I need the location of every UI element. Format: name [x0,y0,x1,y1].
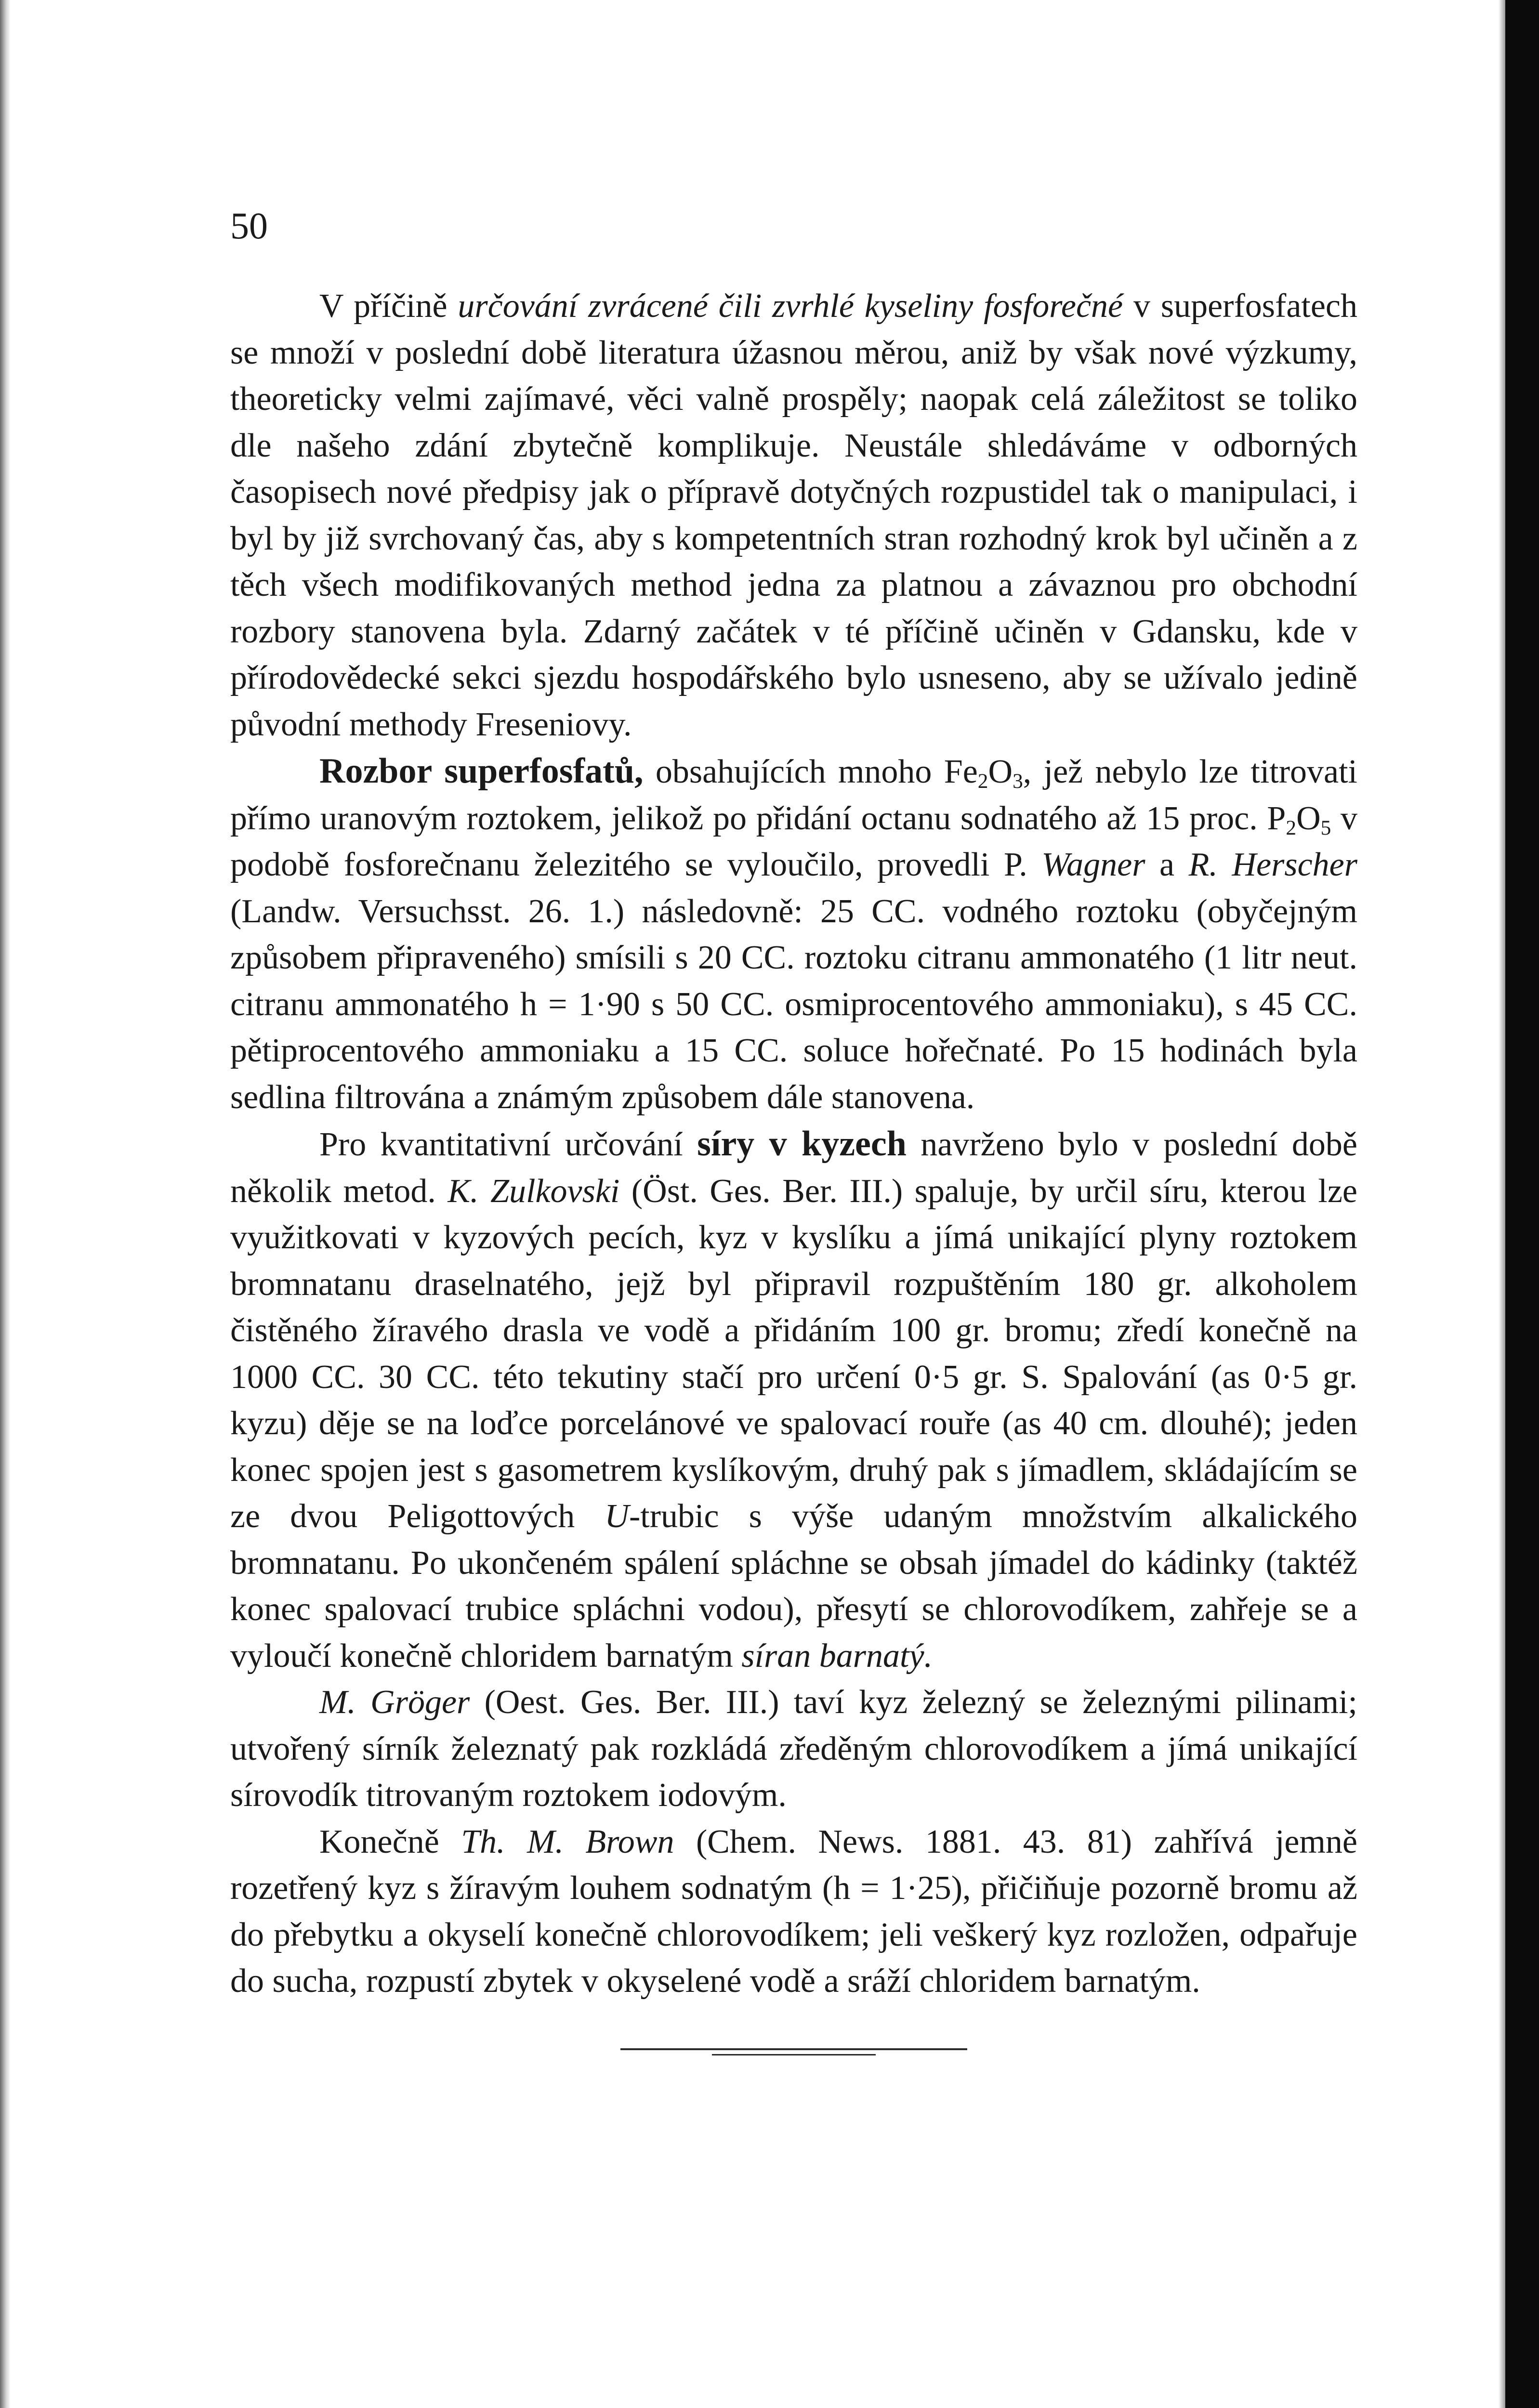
end-rule-short [712,2054,876,2055]
p2-sub-2: 3 [1013,769,1023,793]
p3-italic-u: U [605,1498,629,1535]
p1-text-c: v superfosfatech se množí v poslední době literatura úžasnou měrou, aniž by však nové výzkumy, theoreticky velmi zajímavé, věci valně prospěly; naopak celá záležitost se toliko dle našeho zdání zbytečně komplikuje. Neustále shledáváme v odborných časopisech nové předpisy jak o přípravě dotyčných rozpustidel tak o manipulaci, i byl by již svrchovaný čas, aby s kompetentních stran rozhodný krok byl učiněn a z těch všech modifikovaných method jedna za platnou a závaznou pro obchodní rozbory stanovena byla. Zdarný začátek v té příčině učiněn v Gdansku, kde v přírodovědecké sekci sjezdu hospodářského bylo usneseno, aby se užívalo jedině původní methody Freseniovy. [230,288,1357,743]
p4-author: M. Gröger [319,1684,470,1721]
p2-author-2: R. Herscher [1188,846,1357,883]
page-body [230,283,1357,2005]
scan-edge-right [1505,0,1539,2408]
p2-text-d: O [1296,799,1321,837]
paragraph-4 [230,1679,1357,1819]
p5-text-a: Konečně [319,1823,461,1860]
p2-text-g: (Landw. Versuchsst. 26. 1.) následovně: 25 CC. vodného roztoku (obyčejným způsobem připraveného) smísili s 20 CC. roztoku citranu ammonatého (1 litr neut. citranu ammonatého h = 1·90 s 50 CC. osmiprocentového ammoniaku), s 45 CC. pětiprocentového ammoniaku a 15 CC. soluce hořečnaté. Po 15 hodinách byla sedlina filtrována a známým způsobem dále stanovena. [230,892,1357,1116]
p1-text-a: V příčině [319,288,458,325]
p3-italic-end: síran barnatý. [741,1637,933,1675]
p2-sub-3: 2 [1286,816,1297,839]
p4-text-a: (Oest. Ges. Ber. III.) taví kyz železný se železnými pilinami; utvořený sírník železnatý pak rozkládá zředěným chlorovodíkem a jímá unikající sírovodík titrovaným roztokem iodovým. [230,1684,1357,1814]
p3-bold-term: síry v kyzech [697,1124,907,1164]
p2-bold-heading: Rozbor superfosfatů, [319,751,644,791]
p2-text-e: v podobě fosforečnanu železitého se vyloučilo, provedli P. [230,799,1357,883]
p5-author: Th. M. Brown [461,1823,674,1860]
paragraph-1 [230,283,1357,748]
paragraph-3 [230,1121,1357,1679]
p2-author-1: Wagner [1041,846,1145,883]
p2-text-b: O [988,753,1013,790]
p3-author: K. Zulkovski [447,1172,620,1210]
end-rule-long [620,2048,967,2050]
paragraph-2 [230,748,1357,1121]
p3-text-c: (Öst. Ges. Ber. III.) spaluje, by určil síru, kterou lze využitkovati v kyzových pecích, kyz v kyslíku a jímá unikající plyny roztokem bromnatanu draselnatého, jejž byl připravil rozpuštěním 180 gr. alkoholem čistěného žíravého drasla ve vodě a přidáním 100 gr. bromu; zředí konečně na 1000 CC. 30 CC. této tekutiny stačí pro určení 0·5 gr. S. Spalování (as 0·5 gr. kyzu) děje se na loďce porcelánové ve spalovací rouře (as 40 cm. dlouhé); jeden konec spojen jest s gasometrem kyslíkovým, druhý pak s jímadlem, skládajícím se ze dvou Peligottových [230,1172,1357,1535]
paragraph-5 [230,1819,1357,2005]
scan-edge-left [0,0,11,2408]
p1-italic-term: určování zvrácené čili zvrhlé kyseliny fosforečné [458,288,1123,325]
p3-text-a: Pro kvantitativní určování [319,1126,697,1163]
p2-sub-1: 2 [977,769,988,793]
scan-edge-right-shade [1499,0,1505,2408]
p2-text-c: , jež nebylo lze titrovati přímo uranovým roztokem, jelikož po přidání octanu sodnatého až 15 proc. P [230,753,1357,837]
p2-text-f: a [1145,846,1189,883]
p2-sub-4: 5 [1320,816,1331,839]
p3-text-d: -trubic s výše udaným množstvím alkalického bromnatanu. Po ukončeném spálení spláchne se obsah jímadel do kádinky (taktéž konec spalovací trubice spláchni vodou), přesytí se chlorovodíkem, zahřeje se a vyloučí konečně chloridem barnatým [230,1498,1357,1675]
p5-text-b: (Chem. News. 1881. 43. 81) zahřívá jemně rozetřený kyz s žíravým louhem sodnatým (h = 1·25), přičiňuje pozorně bromu až do přebytku a okyselí konečně chlorovodíkem; jeli veškerý kyz rozložen, odpařuje do sucha, rozpustí zbytek v okyselené vodě a sráží chloridem barnatým. [230,1823,1357,2000]
p2-text-a: obsahujících mnoho Fe [643,753,978,790]
p3-text-b: navrženo bylo v poslední době několik metod. [230,1126,1358,1210]
page-number: 50 [230,205,268,247]
